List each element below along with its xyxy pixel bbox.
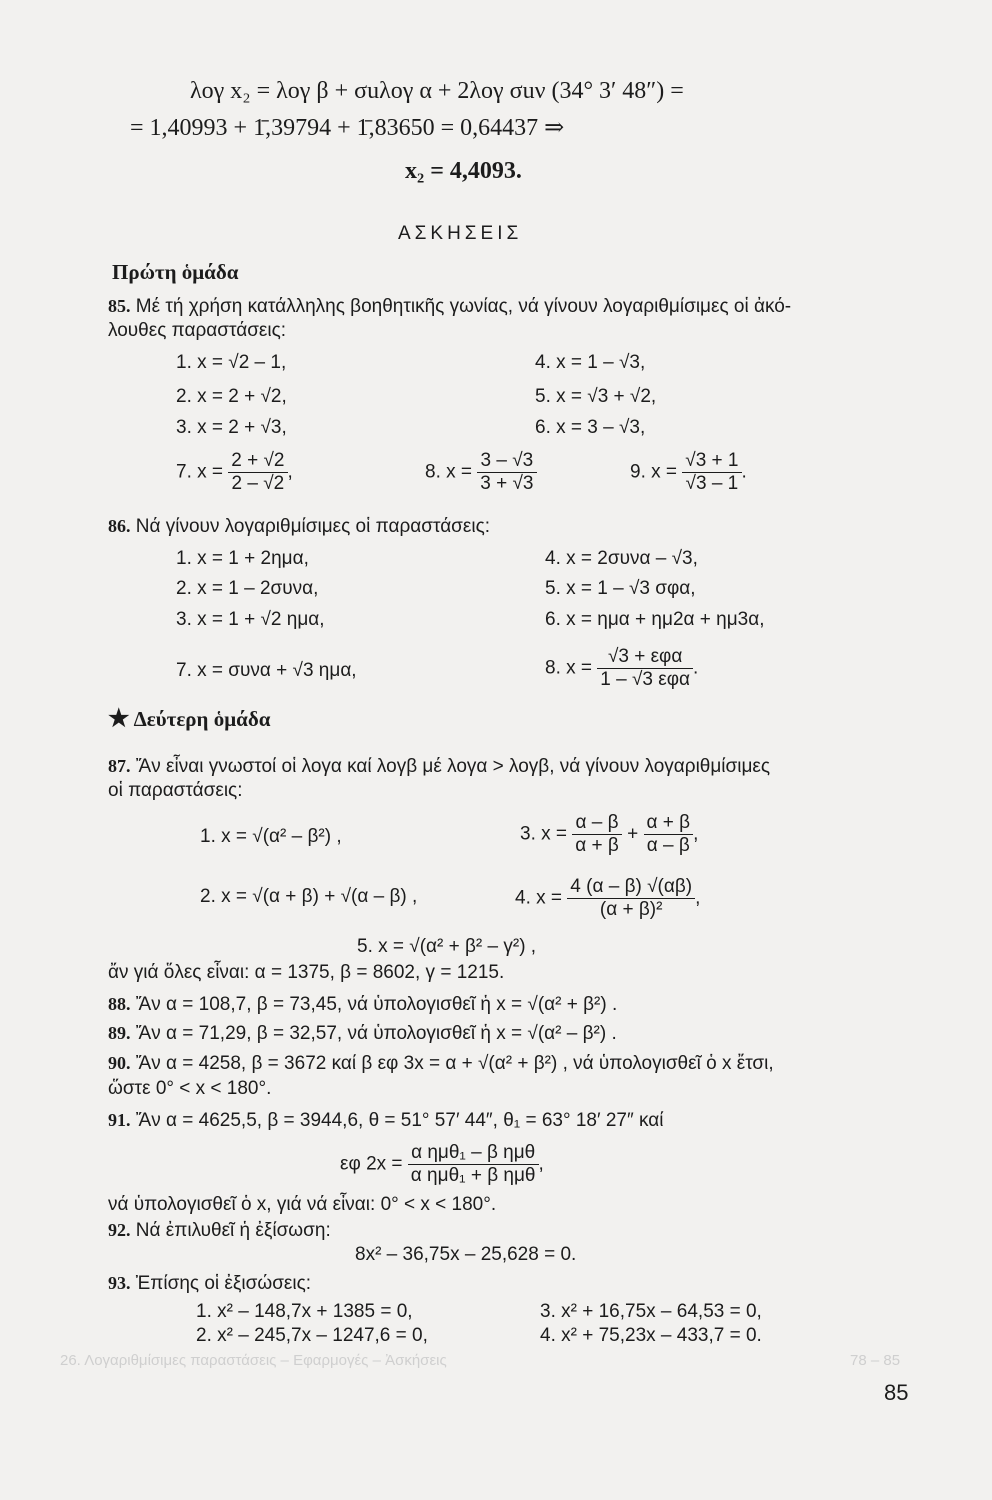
exercise-87-text-2: οἱ παραστάσεις: <box>108 780 243 801</box>
exercise-86-item-2: 2. x = 1 – 2συνα, <box>176 578 319 599</box>
fraction-denominator: 1 – √3 εφα <box>600 669 691 690</box>
exercise-90-text-1 <box>108 1053 774 1075</box>
exercise-86-item-7: 7. x = συνα + √3 ημα, <box>176 660 357 681</box>
fraction-denominator: √3 – 1 <box>685 473 739 494</box>
item-8-end: . <box>693 657 699 679</box>
bleed-through-text: 26. Λογαριθμίσιμες παραστάσεις – Εφαρμογές – Ἀσκήσεις <box>60 1352 447 1369</box>
exercise-86-item-5: 5. x = 1 – √3 σφα, <box>545 578 696 599</box>
item-4-label: 4. x = <box>515 887 562 909</box>
fraction-85-7 <box>228 450 287 495</box>
fraction-numerator: α ημθ₁ – β ημθ <box>408 1142 539 1165</box>
exercise-91-number: 91. <box>108 1110 131 1130</box>
exercise-93-statement: Ἐπίσης οἱ ἐξισώσεις: <box>135 1273 312 1294</box>
exercise-85-number: 85. <box>108 296 131 316</box>
exercise-89 <box>108 1023 617 1045</box>
exercise-88-statement: Ἄν α = 108,7, β = 73,45, νά ὑπολογισθεῖ ἡ x = √(α² + β²) . <box>135 994 618 1015</box>
fraction-denominator: α – β <box>646 835 690 856</box>
exercise-87-item-1: 1. x = √(α² – β²) , <box>200 826 342 847</box>
exercise-85-item-5: 5. x = √3 + √2, <box>535 386 657 407</box>
section-title: ΑΣΚΗΣΕΙΣ <box>398 223 523 244</box>
exercise-93-item-3: 3. x² + 16,75x – 64,53 = 0, <box>540 1301 762 1322</box>
exercise-86-item-1: 1. x = 1 + 2ημα, <box>176 548 309 569</box>
equation-log-x2: λογ x₂ = λογ β + σuλογ α + 2λογ σuν (34° 3′ 48″) = <box>190 78 684 104</box>
fraction-denominator: α ημθ₁ + β ημθ <box>410 1165 536 1186</box>
fraction-numerator: 2 + √2 <box>228 450 287 473</box>
exercise-92-statement: Νά ἐπιλυθεῖ ἡ ἐξίσωση: <box>135 1220 331 1241</box>
exercise-87-item-3 <box>520 812 698 857</box>
bleed-through-pages: 78 – 85 <box>850 1352 901 1369</box>
exercise-93-item-4: 4. x² + 75,23x – 433,7 = 0. <box>540 1325 762 1346</box>
exercise-85-item-9 <box>630 450 747 495</box>
item-9-end: . <box>741 461 747 483</box>
group-one-heading: Πρώτη ὁμάδα <box>112 260 239 284</box>
fraction-denominator: 2 – √2 <box>231 473 285 494</box>
exercise-86-item-4: 4. x = 2συνα – √3, <box>545 548 698 569</box>
exercise-86-number: 86. <box>108 516 131 536</box>
exercise-93-text <box>108 1273 311 1295</box>
exercise-91-text-1 <box>108 1110 663 1132</box>
fraction-numerator: 4 (α – β) √(αβ) <box>567 876 695 899</box>
exercise-87-number: 87. <box>108 756 131 776</box>
exercise-88-number: 88. <box>108 994 131 1014</box>
item-7-end: , <box>287 461 293 483</box>
exercise-92-text <box>108 1220 331 1242</box>
exercise-87-item-2: 2. x = √(α + β) + √(α – β) , <box>200 886 418 907</box>
equation-log-values: = 1,40993 + 1̄,39794 + 1̄,83650 = 0,64437 ⇒ <box>130 115 565 141</box>
equation-result: x₂ = 4,4093. <box>405 158 522 184</box>
exercise-91-text-2: νά ὑπολογισθεῖ ὁ x, γιά νά εἶναι: 0° < x < 180°. <box>108 1194 497 1215</box>
fraction-87-3b <box>644 812 694 857</box>
exercise-90-number: 90. <box>108 1053 131 1073</box>
fraction-numerator: 3 – √3 <box>477 450 536 473</box>
exercise-85-statement: Μέ τή χρήση κατάλληλης βοηθητικῆς γωνίας, νά γίνουν λογαριθμίσιμες οἱ ἀκό- <box>135 296 792 317</box>
exercise-89-statement: Ἄν α = 71,29, β = 32,57, νά ὑπολογισθεῖ ἡ x = √(α² – β²) . <box>135 1023 617 1044</box>
exercise-85-item-4: 4. x = 1 – √3, <box>535 352 646 373</box>
exercise-86-text <box>108 516 490 538</box>
exercise-85-item-1: 1. x = √2 – 1, <box>176 352 287 373</box>
item-7-label: 7. x = <box>176 461 223 483</box>
exercise-92-equation: 8x² – 36,75x – 25,628 = 0. <box>355 1244 577 1265</box>
exercise-87-given: ἄν γιά ὅλες εἶναι: α = 1375, β = 8602, γ = 1215. <box>108 962 505 983</box>
exercise-91-equation <box>340 1142 544 1187</box>
exercise-86-item-8 <box>545 646 698 691</box>
group-two-heading <box>108 704 270 733</box>
exercise-90-text-2: ὥστε 0° < x < 180°. <box>108 1078 272 1099</box>
fraction-numerator: α + β <box>644 812 694 835</box>
exercise-85-text-1 <box>108 296 791 318</box>
exercise-85-text-2: λουθες παραστάσεις: <box>108 320 287 341</box>
fraction-87-3a <box>572 812 622 857</box>
exercise-87-item-4 <box>515 876 700 921</box>
fraction-91 <box>408 1142 539 1187</box>
fraction-denominator: (α + β)² <box>599 899 663 920</box>
item-9-label: 9. x = <box>630 461 677 483</box>
fraction-87-4 <box>567 876 695 921</box>
item-4-end: , <box>695 887 701 909</box>
exercise-87-text-1 <box>108 756 770 778</box>
fraction-numerator: α – β <box>572 812 622 835</box>
star-icon: ★ <box>108 706 130 732</box>
exercise-86-statement: Νά γίνουν λογαριθμίσιμες οἱ παραστάσεις: <box>135 516 491 537</box>
group-two-title: Δεύτερη ὁμάδα <box>133 707 271 731</box>
exercise-92-number: 92. <box>108 1220 131 1240</box>
exercise-91-statement: Ἄν α = 4625,5, β = 3944,6, θ = 51° 57′ 44″, θ₁ = 63° 18′ 27″ καί <box>135 1110 664 1131</box>
exercise-85-item-2: 2. x = 2 + √2, <box>176 386 287 407</box>
equation-end: , <box>538 1153 544 1175</box>
exercise-85-item-8 <box>425 450 537 495</box>
item-3-label: 3. x = <box>520 823 567 845</box>
exercise-93-item-1: 1. x² – 148,7x + 1385 = 0, <box>196 1301 413 1322</box>
exercise-90-statement: Ἄν α = 4258, β = 3672 καί β εφ 3x = α + √(α² + β²) , νά ὑπολογισθεῖ ὁ x ἔτσι, <box>135 1053 774 1074</box>
exercise-87-statement: Ἄν εἶναι γνωστοί οἱ λογα καί λογβ μέ λογα > λογβ, νά γίνουν λογαριθμίσιμες <box>135 756 771 777</box>
exercise-86-item-6: 6. x = ημα + ημ2α + ημ3α, <box>545 609 765 630</box>
exercise-85-item-7 <box>176 450 293 495</box>
item-8-label: 8. x = <box>545 657 592 679</box>
exercise-93-number: 93. <box>108 1273 131 1293</box>
fraction-denominator: 3 + √3 <box>480 473 534 494</box>
page-number: 85 <box>884 1380 909 1405</box>
fraction-denominator: α + β <box>575 835 619 856</box>
fraction-85-8 <box>477 450 536 495</box>
exercise-87-item-5: 5. x = √(α² + β² – γ²) , <box>357 936 537 957</box>
item-3-end: , <box>693 823 699 845</box>
exercise-89-number: 89. <box>108 1023 131 1043</box>
exercise-85-item-3: 3. x = 2 + √3, <box>176 417 287 438</box>
exercise-93-item-2: 2. x² – 245,7x – 1247,6 = 0, <box>196 1325 428 1346</box>
plus-sign: + <box>627 823 639 845</box>
exercise-86-item-3: 3. x = 1 + √2 ημα, <box>176 609 325 630</box>
equation-label: εφ 2x = <box>340 1153 403 1175</box>
item-8-label: 8. x = <box>425 461 472 483</box>
fraction-85-9 <box>682 450 741 495</box>
fraction-numerator: √3 + εφα <box>597 646 693 669</box>
fraction-numerator: √3 + 1 <box>682 450 741 473</box>
exercise-85-item-6: 6. x = 3 – √3, <box>535 417 646 438</box>
fraction-86-8 <box>597 646 693 691</box>
exercise-88 <box>108 994 617 1016</box>
